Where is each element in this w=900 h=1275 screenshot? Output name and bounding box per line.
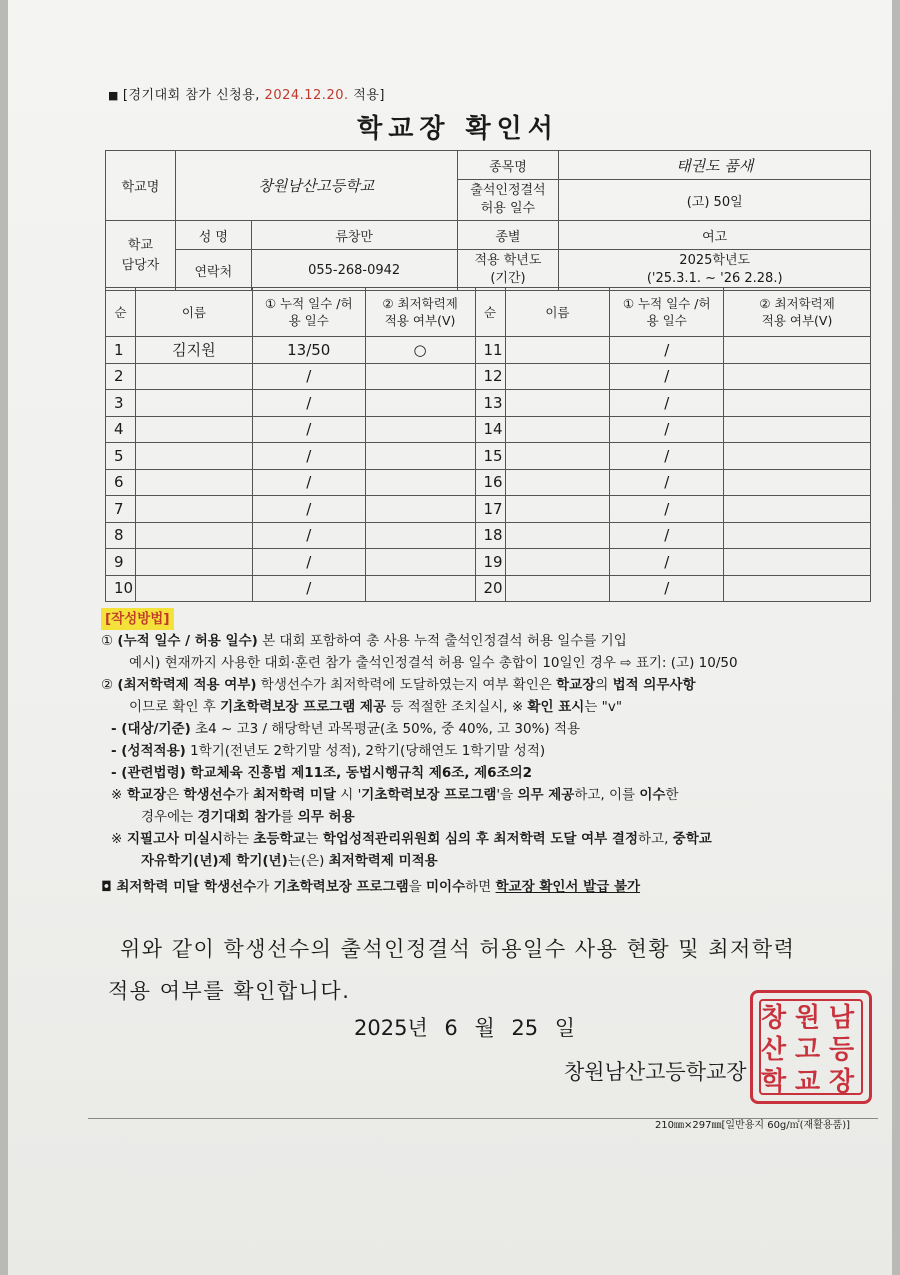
seal-char: 창 [761, 1003, 787, 1033]
page-title: 학교장 확인서 [357, 114, 559, 144]
row-name: 김지원 [135, 337, 252, 364]
method-item-1: ① (누적 일수 / 허용 일수) 본 대회 포함하여 총 사용 누적 출석인정결석 허용 일수를 기입 [101, 633, 627, 649]
col-no: 순 [106, 288, 136, 337]
row-name-2 [505, 390, 610, 417]
days-label: 출석인정결석 허용 일수 [457, 180, 559, 221]
row-no-2: 14 [475, 416, 505, 443]
row-rule-2 [724, 549, 871, 576]
method-law: - (관련법령) 학교체육 진흥법 제11조, 동법시행규칙 제6조, 제6조의2 [111, 765, 533, 781]
row-days: / [252, 575, 365, 602]
row-name [135, 416, 252, 443]
row-days: / [252, 549, 365, 576]
writing-method [101, 608, 881, 898]
info-table [105, 150, 871, 291]
col-rule-2: ② 최저학력제 적용 여부(V) [724, 288, 871, 337]
row-days-2: / [610, 496, 724, 523]
row-name-2 [505, 469, 610, 496]
seal-char: 등 [829, 1035, 855, 1065]
row-days: / [252, 363, 365, 390]
row-days: 13/50 [252, 337, 365, 364]
seal-char: 고 [795, 1035, 821, 1065]
row-name-2 [505, 522, 610, 549]
row-rule-2 [724, 363, 871, 390]
method-item-2: ② (최저학력제 적용 여부) 학생선수가 최저학력에 도달하였는지 여부 확인은 학교장의 법적 의무사항 [101, 677, 696, 693]
official-seal-icon [750, 990, 872, 1104]
method-final-note: ◘ 최저학력 미달 학생선수가 기초학력보장 프로그램을 미이수하면 학교장 확인서 발급 불가 [101, 879, 641, 895]
school-name: 창원남산고등학교 [175, 151, 457, 221]
col-name: 이름 [135, 288, 252, 337]
row-no-2: 20 [475, 575, 505, 602]
paper-spec: 210㎜×297㎜[일반용지 60g/㎡(재활용품)] [654, 1120, 850, 1131]
col-no-2: 순 [475, 288, 505, 337]
row-rule-2 [724, 522, 871, 549]
row-name-2 [505, 549, 610, 576]
method-item-2-cont: 이므로 확인 후 기초학력보장 프로그램 제공 등 적절한 조치실시, ※ 확인 표시는 "v" [129, 699, 623, 715]
row-name [135, 390, 252, 417]
row-days: / [252, 443, 365, 470]
method-example: 예시) 현재까지 사용한 대회·훈련 참가 출석인정결석 허용 일수 총합이 10일인 경우 ⇨ 표기: (고) 10/50 [129, 655, 738, 671]
seal-char: 남 [829, 1003, 855, 1033]
row-rule-2 [724, 443, 871, 470]
table-row [106, 363, 871, 390]
table-row [106, 337, 871, 364]
row-days: / [252, 390, 365, 417]
issue-date: 2025년 6 월 25 일 [354, 1016, 576, 1040]
row-name-2 [505, 496, 610, 523]
row-no: 7 [106, 496, 136, 523]
contact-label: 연락처 [175, 250, 251, 291]
row-days-2: / [610, 575, 724, 602]
row-rule-2 [724, 469, 871, 496]
row-rule: ○ [365, 337, 475, 364]
row-no: 8 [106, 522, 136, 549]
method-heading: [작성방법] [101, 608, 174, 630]
row-no: 4 [106, 416, 136, 443]
row-no: 9 [106, 549, 136, 576]
row-days-2: / [610, 416, 724, 443]
row-no-2: 16 [475, 469, 505, 496]
row-no: 2 [106, 363, 136, 390]
row-days-2: / [610, 443, 724, 470]
row-no-2: 13 [475, 390, 505, 417]
row-name [135, 443, 252, 470]
row-name-2 [505, 363, 610, 390]
row-days-2: / [610, 549, 724, 576]
row-name-2 [505, 575, 610, 602]
row-no: 5 [106, 443, 136, 470]
table-row [106, 496, 871, 523]
row-no-2: 15 [475, 443, 505, 470]
row-no-2: 11 [475, 337, 505, 364]
row-rule [365, 522, 475, 549]
days-value: (고) 50일 [559, 180, 871, 221]
row-name [135, 522, 252, 549]
seal-char: 교 [795, 1067, 821, 1097]
table-row [106, 469, 871, 496]
row-rule [365, 443, 475, 470]
row-rule-2 [724, 416, 871, 443]
year-value: 2025학년도 ('25.3.1. ~ '26 2.28.) [559, 250, 871, 291]
method-note-2: ※ 지필고사 미실시하는 초등학교는 학업성적관리위원회 심의 후 최저학력 도달 여부 결정하고, 중학교 [111, 831, 712, 847]
name-label: 성 명 [175, 221, 251, 250]
row-days-2: / [610, 390, 724, 417]
table-row [106, 575, 871, 602]
row-no-2: 18 [475, 522, 505, 549]
category-value: 여고 [559, 221, 871, 250]
row-name [135, 363, 252, 390]
row-no-2: 12 [475, 363, 505, 390]
row-no: 6 [106, 469, 136, 496]
contact-value: 055-268-0942 [251, 250, 457, 291]
box-bullet-icon: ◘ [101, 879, 112, 895]
row-no-2: 17 [475, 496, 505, 523]
row-name [135, 496, 252, 523]
row-name [135, 549, 252, 576]
col-days: ① 누적 일수 /허 용 일수 [252, 288, 365, 337]
row-no: 10 [106, 575, 136, 602]
seal-char: 원 [795, 1003, 821, 1033]
row-no: 1 [106, 337, 136, 364]
method-target: - (대상/기준) 초4 ~ 고3 / 해당학년 과목평균(초 50%, 중 40%, 고 30%) 적용 [111, 721, 581, 737]
row-rule-2 [724, 575, 871, 602]
closing-statement: 위와 같이 학생선수의 출석인정결석 허용일수 사용 현황 및 최저학력 적용 여부를 확인합니다. [108, 937, 796, 1003]
event-value: 태권도 품새 [559, 151, 871, 180]
row-rule [365, 496, 475, 523]
row-rule [365, 575, 475, 602]
seal-char: 학 [761, 1067, 787, 1097]
row-name [135, 575, 252, 602]
row-rule [365, 416, 475, 443]
seal-char: 산 [761, 1035, 787, 1065]
header-note: ■ [경기대회 참가 신청용, 2024.12.20. 적용] [108, 88, 385, 103]
year-label: 적용 학년도 (기간) [457, 250, 559, 291]
row-rule [365, 390, 475, 417]
row-days-2: / [610, 522, 724, 549]
row-name-2 [505, 416, 610, 443]
row-no: 3 [106, 390, 136, 417]
table-row [106, 416, 871, 443]
table-row [106, 443, 871, 470]
row-rule-2 [724, 390, 871, 417]
row-days: / [252, 469, 365, 496]
row-no-2: 19 [475, 549, 505, 576]
col-name-2: 이름 [505, 288, 610, 337]
row-rule [365, 549, 475, 576]
document-paper [8, 0, 892, 1275]
col-days-2: ① 누적 일수 /허 용 일수 [610, 288, 724, 337]
method-grades: - (성적적용) 1학기(전년도 2학기말 성적), 2학기(당해연도 1학기말 성적) [111, 743, 546, 759]
row-name [135, 469, 252, 496]
row-rule [365, 469, 475, 496]
school-name-label: 학교명 [106, 151, 176, 221]
table-row [106, 390, 871, 417]
method-note-1: ※ 학교장은 학생선수가 최저학력 미달 시 '기초학력보장 프로그램'을 의무 제공하고, 이를 이수한 [111, 787, 679, 803]
row-days-2: / [610, 469, 724, 496]
table-row [106, 549, 871, 576]
student-table [105, 287, 871, 602]
row-name-2 [505, 443, 610, 470]
table-row [106, 522, 871, 549]
seal-char: 장 [829, 1067, 855, 1097]
staff-label: 학교 담당자 [106, 221, 176, 291]
row-days-2: / [610, 363, 724, 390]
row-rule-2 [724, 337, 871, 364]
row-days: / [252, 522, 365, 549]
event-label: 종목명 [457, 151, 559, 180]
principal-signature: 창원남산고등학교장 [564, 1060, 747, 1084]
note-date: 2024.12.20. [264, 88, 349, 103]
method-note-2-cont: 자유학기(년)제 학기(년)는(은) 최저학력제 미적용 [141, 853, 438, 869]
row-rule-2 [724, 496, 871, 523]
table-header-row [106, 288, 871, 337]
row-rule [365, 363, 475, 390]
row-days-2: / [610, 337, 724, 364]
row-days: / [252, 416, 365, 443]
staff-name: 류창만 [251, 221, 457, 250]
category-label: 종별 [457, 221, 559, 250]
square-bullet-icon: ■ [108, 89, 119, 102]
col-rule: ② 최저학력제 적용 여부(V) [365, 288, 475, 337]
row-days: / [252, 496, 365, 523]
method-note-1-cont: 경우에는 경기대회 참가를 의무 허용 [141, 809, 355, 825]
row-name-2 [505, 337, 610, 364]
